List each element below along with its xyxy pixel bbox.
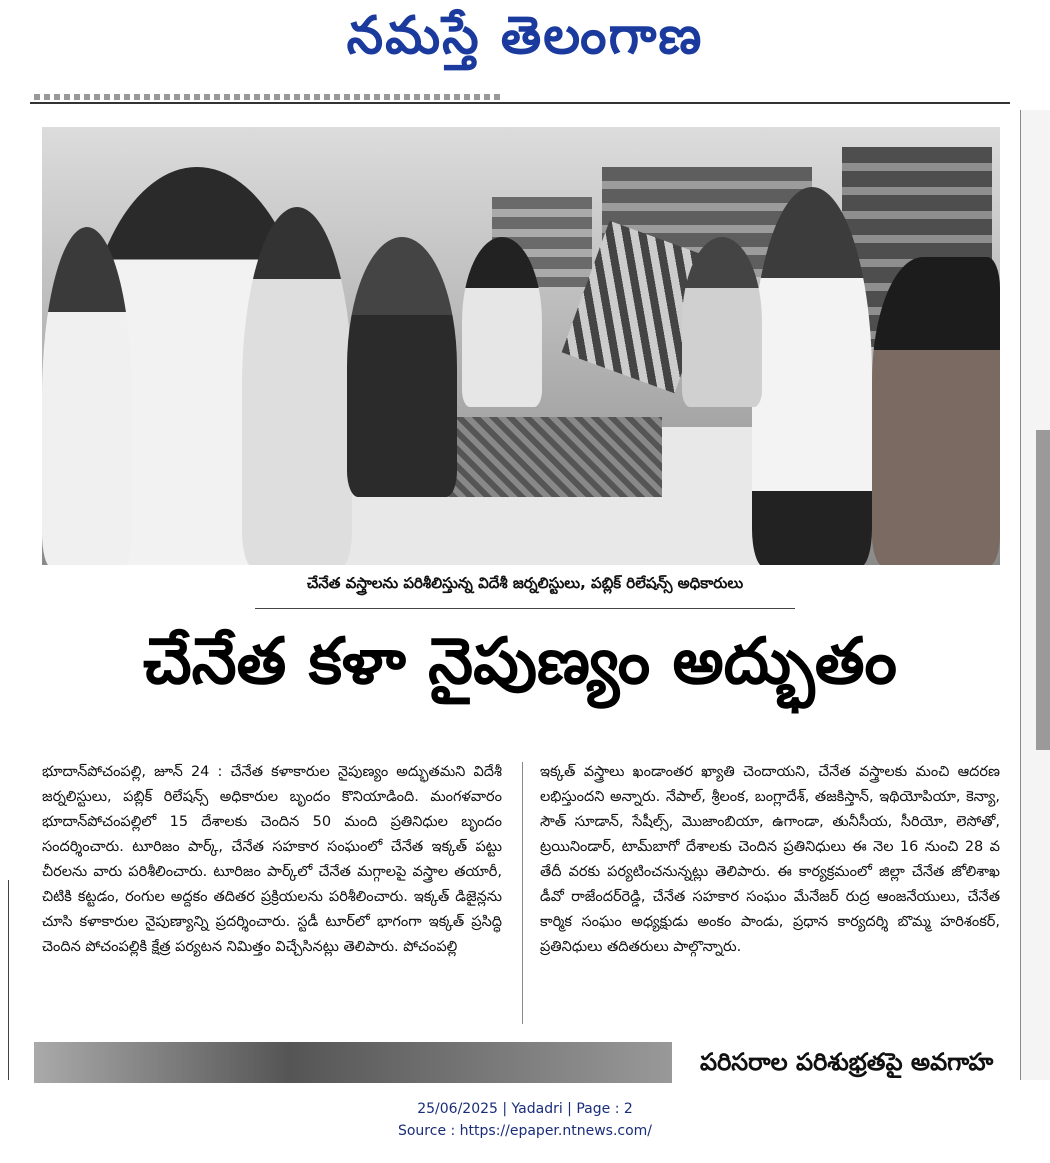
- top-divider: [30, 102, 1010, 104]
- adjacent-left-edge: [0, 880, 9, 1080]
- person-shape: [752, 187, 872, 565]
- person-shape: [872, 257, 1000, 565]
- article-photo: [42, 127, 1000, 565]
- masthead: [0, 0, 1050, 80]
- article-column-left: భూదాన్‌పోచంపల్లి, జూన్ 24 : చేనేత కళాకారుల నైపుణ్యం అద్భుతమని విదేశీ జర్నలిస్టులు, పబ్లిక్ రిలేషన్స్ అధికారుల బృందం కొనియాడింది. మంగళవారం భూదాన్‌పోచంపల్లిలో 15 దేశాలకు చెందిన 50 మంది ప్రతినిధుల బృందం సందర్శించారు. టూరిజం పార్క్, చేనేత సహకార సంఘంలో చేనేత ఇక్కత్ పట్టు చీరలను వారు పరిశీలించారు. టూరిజం పార్క్‌లో చేనేత మగ్గాలపై వస్త్రాల తయారీ, చిటికి కట్టడం, రంగుల అద్దకం తదితర ప్రక్రియలను పరిశీలించారు. ఇక్కత్ డిజైన్లను చూసి కళాకారుల నైపుణ్యాన్ని ప్రదర్శించారు. స్టడీ టూర్‌లో భాగంగా ఇక్కత్ ప్రసిద్ధి చెందిన పోచంపల్లికి క్షేత్ర పర్యటన నిమిత్తం విచ్చేసినట్లు తెలిపారు. పోచంపల్లి: [42, 764, 502, 955]
- photo-caption: చేనేత వస్త్రాలను పరిశీలిస్తున్న విదేశీ జర్నలిస్టులు, పబ్లిక్ రిలేషన్స్ అధికారులు: [306, 574, 744, 592]
- article-headline: చేనేత కళా నైపుణ్యం అద్భుతం: [142, 625, 897, 699]
- column-divider: [522, 762, 523, 1024]
- source-link[interactable]: Source : https://epaper.ntnews.com/: [397, 1123, 653, 1139]
- person-shape: [347, 237, 457, 497]
- article-column-right: ఇక్కత్ వస్త్రాలు ఖండాంతర ఖ్యాతి చెందాయని, చేనేత వస్త్రాలకు మంచి ఆదరణ లభిస్తుందని అన్నారు. నేపాల్, శ్రీలంక, బంగ్లాదేశ్, తజకిస్తాన్, ఇథియోపియా, కెన్యా, సౌత్ సూడాన్, సేషీల్స్, మొజాంబియా, ఉగాండా, తునీసీయ, సీరియో, లెసోతో, ట్రయినిండార్, టామ్‌బాగో దేశాలకు చెందిన ప్రతినిధులు ఈ నెల 16 నుంచి 28 వ తేదీ వరకు పర్యటించనున్నట్లు తెలిపారు. ఈ కార్యక్రమంలో జిల్లా చేనేత జోలిశాఖ డీవో రాజేందర్‌రెడ్డి, చేనేత సహకార సంఘం మేనేజర్ రుద్ర ఆంజనేయులు, చేనేత కార్మిక సంఘం అధ్యక్షుడు అంకం పాండు, ప్రధాన కార్యదర్శి బొమ్మ హరిశంకర్, ప్రతినిధులు తదితరులు పాల్గొన్నారు.: [540, 764, 1000, 955]
- newspaper-title: నమస్తే తెలంగాణ: [346, 6, 704, 66]
- top-text-scrap: [34, 94, 504, 100]
- edition-info: 25/06/2025 | Yadadri | Page : 2: [417, 1101, 633, 1117]
- person-shape: [42, 227, 132, 565]
- adjacent-photo-edge: [1036, 430, 1050, 750]
- person-shape: [242, 207, 352, 565]
- page-footer: [0, 1098, 1050, 1142]
- person-shape: [462, 237, 542, 407]
- news-clipping: [0, 90, 1050, 1083]
- caption-divider: [255, 608, 795, 609]
- person-shape: [682, 237, 762, 407]
- next-article-headline: పరిసరాల పరిశుభ్రతపై అవగాహ: [700, 1048, 994, 1076]
- next-article-photo: [34, 1042, 672, 1083]
